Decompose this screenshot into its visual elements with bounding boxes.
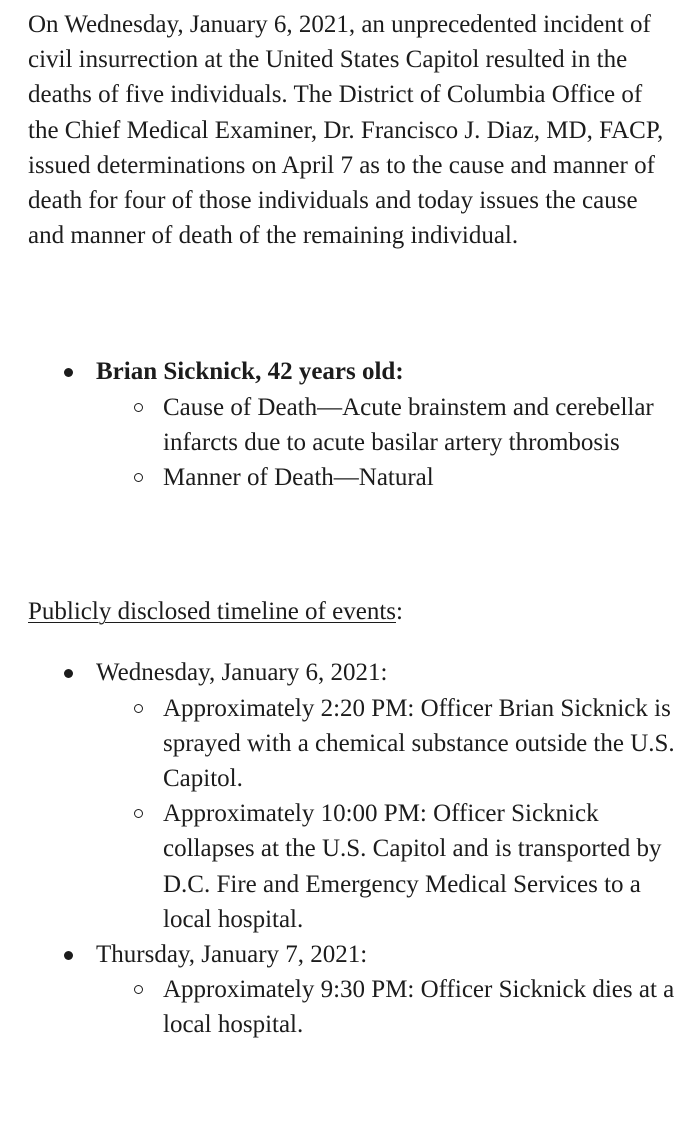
timeline-heading xyxy=(28,594,688,629)
timeline-event-list xyxy=(96,691,688,937)
timeline-event: Approximately 10:00 PM: Officer Sicknick collapses at the U.S. Capitol and is transported by D.C. Fire and Emergency Medical Services to a local hospital. xyxy=(96,796,683,937)
timeline-event-list xyxy=(96,972,688,1042)
intro-paragraph: On Wednesday, January 6, 2021, an unprecedented incident of civil insurrection at the United States Capitol resulted in the deaths of five individuals. The District of Columbia Office of the Chief Medical Examiner, Dr. Francisco J. Diaz, MD, FACP, issued determinations on April 7 as to the cause and manner of death for four of those individuals and today issues the cause and manner of death of the remaining individual. xyxy=(28,11,664,250)
document-page xyxy=(28,7,688,1043)
timeline-day-item xyxy=(28,937,688,1043)
determination-person-item xyxy=(28,354,688,495)
timeline-heading-text: Publicly disclosed timeline of events xyxy=(28,598,396,626)
timeline-heading-colon: : xyxy=(396,598,403,626)
determination-person: Brian Sicknick, 42 years old: xyxy=(96,358,404,386)
timeline-event: Approximately 2:20 PM: Officer Brian Sicknick is sprayed with a chemical substance outside the U.S. Capitol. xyxy=(96,691,688,797)
determination-list xyxy=(28,354,688,495)
timeline-day-date: Wednesday, January 6, 2021: xyxy=(96,659,388,687)
timeline-day-date: Thursday, January 7, 2021: xyxy=(96,941,368,969)
determination-sublist xyxy=(96,390,688,496)
manner-of-death-item: Manner of Death—Natural xyxy=(96,460,688,495)
timeline-event: Approximately 9:30 PM: Officer Sicknick dies at a local hospital. xyxy=(96,972,683,1042)
timeline-day-item xyxy=(28,655,688,937)
cause-of-death-item: Cause of Death—Acute brainstem and cerebellar infarcts due to acute basilar artery thrombosis xyxy=(96,390,683,460)
timeline-list xyxy=(28,655,688,1042)
